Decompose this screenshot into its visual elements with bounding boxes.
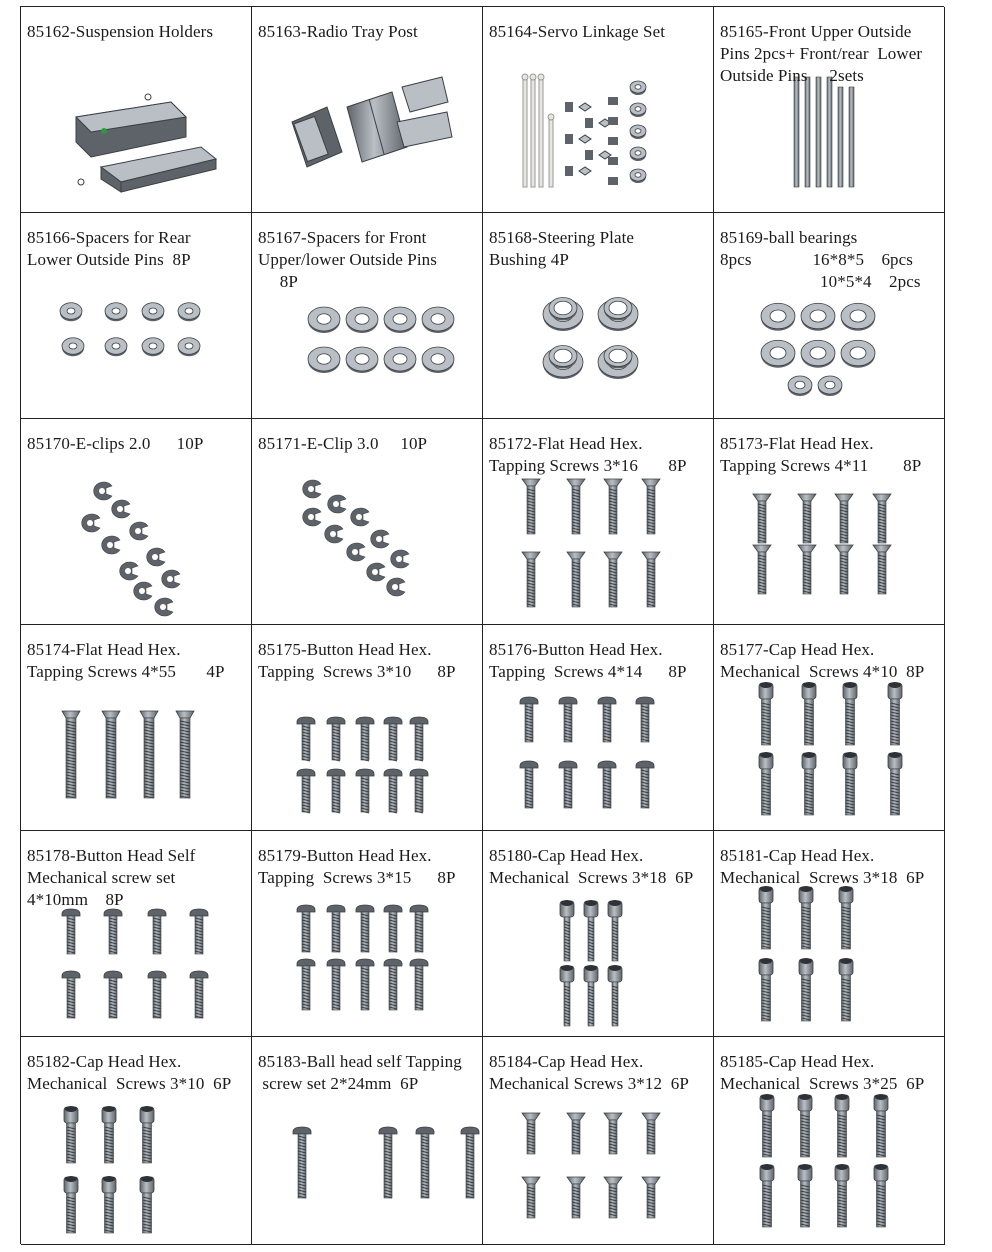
e-clip [112, 500, 130, 518]
e-clip [102, 536, 120, 554]
screw [190, 909, 208, 954]
washer [761, 340, 795, 368]
washer [60, 303, 82, 322]
screw [802, 682, 816, 745]
e-clip [391, 550, 409, 568]
part-caption: 85172-Flat Head Hex. Tapping Screws 3*16 8P [489, 434, 687, 475]
screw [297, 769, 315, 813]
e-clip [303, 480, 321, 498]
part-caption: 85178-Button Head Self Mechanical screw set 4*10mm 8P [27, 846, 196, 909]
part-cell [714, 1037, 945, 1245]
screw [140, 1106, 154, 1163]
screw [604, 1177, 622, 1218]
screw [140, 1176, 154, 1233]
washer [801, 303, 835, 331]
screw [356, 769, 374, 813]
screw [873, 545, 891, 594]
screw [297, 717, 315, 761]
washer [549, 298, 577, 321]
part-cell [714, 831, 945, 1037]
screw [297, 905, 315, 952]
screw [64, 1176, 78, 1233]
part-cell [483, 419, 714, 625]
pin [816, 77, 821, 187]
washer [62, 338, 84, 357]
screw [798, 494, 816, 543]
screw [327, 717, 345, 761]
part-cell [483, 831, 714, 1037]
part-cell [21, 213, 252, 419]
screw [522, 1113, 540, 1154]
suspension-holder-part [76, 94, 216, 192]
screw [584, 900, 598, 961]
part-cell [483, 1037, 714, 1245]
screw [636, 761, 654, 808]
screw [64, 1106, 78, 1163]
e-clip [325, 525, 343, 543]
part-caption: 85164-Servo Linkage Set [489, 22, 666, 41]
part-cell [483, 213, 714, 419]
e-clip [387, 578, 405, 596]
screw [642, 552, 660, 607]
washer [142, 338, 164, 357]
part-cell [714, 625, 945, 831]
screw [356, 905, 374, 952]
screw [522, 479, 540, 534]
e-clip [155, 598, 173, 616]
screw [608, 965, 622, 1026]
washer [549, 346, 577, 369]
screw [888, 752, 902, 815]
screw [567, 552, 585, 607]
part-caption: 85175-Button Head Hex. Tapping Screws 3*10 8P [258, 640, 456, 681]
screw [759, 886, 773, 949]
part-caption: 85166-Spacers for Rear Lower Outside Pins 8P [27, 228, 191, 269]
e-clip [162, 570, 180, 588]
screw [384, 905, 402, 952]
washer [422, 307, 454, 333]
screw [598, 697, 616, 742]
screw [176, 711, 194, 798]
screw [293, 1127, 311, 1198]
washer [178, 303, 200, 322]
screw [104, 971, 122, 1018]
e-clip [94, 482, 112, 500]
part-caption: 85177-Cap Head Hex. Mechanical Screws 4*10 8P [720, 640, 925, 681]
screw [560, 900, 574, 961]
pin [805, 77, 810, 187]
screw [835, 1164, 849, 1227]
screw [799, 886, 813, 949]
screw [873, 494, 891, 543]
part-cell [252, 419, 483, 625]
screw [384, 959, 402, 1010]
screw [802, 752, 816, 815]
washer [630, 169, 646, 183]
screw [102, 711, 120, 798]
screw [843, 752, 857, 815]
washer [384, 347, 416, 373]
washer [630, 147, 646, 161]
part-cell [483, 7, 714, 213]
screw [384, 769, 402, 813]
screw [584, 965, 598, 1026]
part-caption: 85171-E-Clip 3.0 10P [258, 434, 428, 453]
e-clip [371, 530, 389, 548]
e-clip [303, 508, 321, 526]
washer [630, 103, 646, 117]
screw [356, 959, 374, 1010]
washer [788, 376, 812, 396]
pin [849, 87, 854, 187]
screw [759, 682, 773, 745]
radio-tray-post-part [292, 77, 452, 167]
screw [843, 682, 857, 745]
part-cell [714, 213, 945, 419]
screw [356, 717, 374, 761]
pin [794, 77, 799, 187]
part-caption: 85168-Steering Plate Bushing 4P [489, 228, 635, 269]
screw [753, 494, 771, 543]
e-clip [328, 495, 346, 513]
screw [327, 905, 345, 952]
part-cell [21, 1037, 252, 1245]
washer [142, 303, 164, 322]
washer [346, 347, 378, 373]
screw [384, 717, 402, 761]
screw [835, 545, 853, 594]
screw [567, 1177, 585, 1218]
screw [835, 494, 853, 543]
washer [818, 376, 842, 396]
washer [178, 338, 200, 357]
screw [62, 971, 80, 1018]
screw [559, 697, 577, 742]
pin [827, 77, 832, 187]
screw [102, 1176, 116, 1233]
part-caption: 85183-Ball head self Tapping screw set 2*24mm 6P [258, 1052, 462, 1093]
screw [62, 711, 80, 798]
screw [520, 761, 538, 808]
screw [522, 552, 540, 607]
part-cell [252, 1037, 483, 1245]
part-cell [21, 831, 252, 1037]
screw [410, 959, 428, 1010]
screw [140, 711, 158, 798]
screw [604, 1113, 622, 1154]
part-cell [483, 625, 714, 831]
screw [839, 886, 853, 949]
part-caption: 85180-Cap Head Hex. Mechanical Screws 3*18 6P [489, 846, 694, 887]
washer [308, 307, 340, 333]
part-cell [714, 419, 945, 625]
part-cell [252, 7, 483, 213]
part-caption: 85174-Flat Head Hex. Tapping Screws 4*55 4P [27, 640, 225, 681]
part-caption: 85184-Cap Head Hex. Mechanical Screws 3*12 6P [489, 1052, 689, 1093]
screw [835, 1094, 849, 1157]
screw [874, 1094, 888, 1157]
e-clip [147, 548, 165, 566]
screw [410, 769, 428, 813]
screw [608, 900, 622, 961]
washer [105, 303, 127, 322]
part-caption: 85179-Button Head Hex. Tapping Screws 3*15 8P [258, 846, 456, 887]
part-caption: 85163-Radio Tray Post [258, 22, 418, 41]
part-cell [714, 7, 945, 213]
part-cell [252, 213, 483, 419]
screw [799, 958, 813, 1021]
part-caption: 85181-Cap Head Hex. Mechanical Screws 3*18 6P [720, 846, 925, 887]
screw [888, 682, 902, 745]
screw [410, 905, 428, 952]
washer [841, 340, 875, 368]
screw [62, 909, 80, 954]
e-clip [130, 522, 148, 540]
screw [327, 959, 345, 1010]
part-cell [21, 419, 252, 625]
washer [604, 346, 632, 369]
e-clip [82, 514, 100, 532]
screw [798, 1164, 812, 1227]
screw [520, 697, 538, 742]
screw [839, 958, 853, 1021]
screw [753, 545, 771, 594]
e-clip [367, 563, 385, 581]
part-caption: 85170-E-clips 2.0 10P [27, 434, 204, 453]
washer [105, 338, 127, 357]
screw [798, 545, 816, 594]
screw [148, 909, 166, 954]
screw [567, 1113, 585, 1154]
washer [630, 81, 646, 95]
part-caption: 85182-Cap Head Hex. Mechanical Screws 3*10 6P [27, 1052, 232, 1093]
pin [838, 87, 843, 187]
screw [560, 965, 574, 1026]
screw [522, 1177, 540, 1218]
screw [642, 1113, 660, 1154]
screw [416, 1127, 434, 1198]
washer [801, 340, 835, 368]
part-cell [252, 831, 483, 1037]
screw [759, 958, 773, 1021]
washer [630, 125, 646, 139]
washer [422, 347, 454, 373]
screw [598, 761, 616, 808]
screw [148, 971, 166, 1018]
screw [798, 1094, 812, 1157]
screw [874, 1164, 888, 1227]
e-clip [120, 562, 138, 580]
screw [190, 971, 208, 1018]
e-clip [134, 582, 152, 600]
screw [636, 697, 654, 742]
part-caption: 85169-ball bearings 8pcs 16*8*5 6pcs 10*5*4 2pcs [720, 228, 921, 291]
screw [379, 1127, 397, 1198]
screw [604, 552, 622, 607]
servo-linkage-part [522, 74, 611, 187]
washer [384, 307, 416, 333]
part-cell [21, 7, 252, 213]
screw [760, 1164, 774, 1227]
screw [461, 1127, 479, 1198]
screw [102, 1106, 116, 1163]
washer [761, 303, 795, 331]
part-caption: 85162-Suspension Holders [27, 22, 214, 41]
screw [759, 752, 773, 815]
screw [559, 761, 577, 808]
washer [841, 303, 875, 331]
screw [410, 717, 428, 761]
screw [297, 959, 315, 1010]
washer [346, 307, 378, 333]
part-caption: 85167-Spacers for Front Upper/lower Outside Pins 8P [258, 228, 437, 291]
washer [308, 347, 340, 373]
screw [642, 1177, 660, 1218]
e-clip [347, 543, 365, 561]
e-clip [351, 508, 369, 526]
screw [327, 769, 345, 813]
part-caption: 85185-Cap Head Hex. Mechanical Screws 3*25 6P [720, 1052, 925, 1093]
part-caption: 85173-Flat Head Hex. Tapping Screws 4*11 8P [720, 434, 922, 475]
part-caption: 85176-Button Head Hex. Tapping Screws 4*14 8P [489, 640, 687, 681]
washer [604, 298, 632, 321]
screw [604, 479, 622, 534]
screw [642, 479, 660, 534]
part-caption: 85165-Front Upper Outside Pins 2pcs+ Front/rear Lower Outside Pins 2sets [720, 22, 923, 85]
parts-table [20, 6, 944, 1244]
screw [760, 1094, 774, 1157]
part-cell [252, 625, 483, 831]
screw [104, 909, 122, 954]
part-cell [21, 625, 252, 831]
screw [567, 479, 585, 534]
